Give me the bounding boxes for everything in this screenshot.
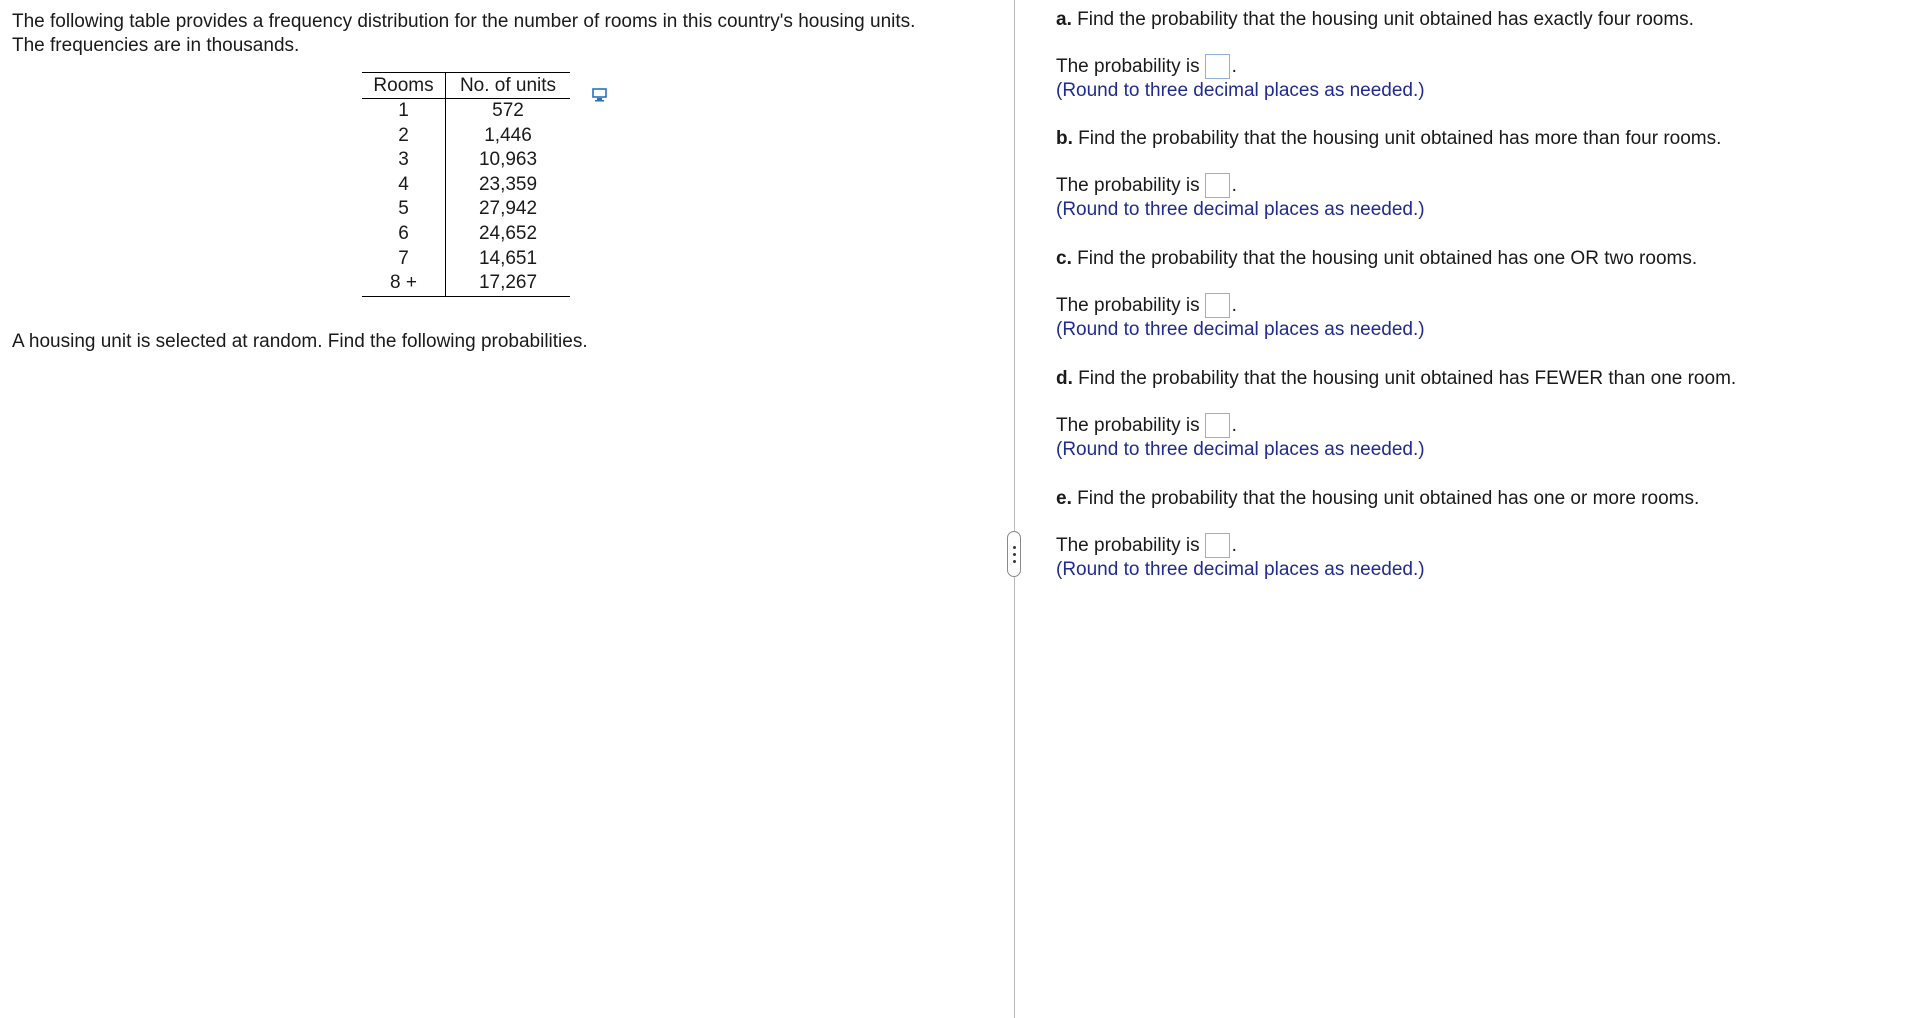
rounding-hint: (Round to three decimal places as needed.) (1056, 559, 1425, 580)
question-label: d. (1056, 368, 1073, 389)
cell-units: 10,963 (478, 149, 538, 171)
answer-input-b[interactable] (1205, 173, 1230, 198)
table-row (362, 271, 570, 296)
question-e (1056, 487, 1906, 582)
table-row (362, 222, 570, 247)
answer-input-e[interactable] (1205, 533, 1230, 558)
answer-line (1056, 173, 1906, 198)
question-a (1056, 8, 1906, 103)
table-row (362, 124, 570, 149)
question-label: e. (1056, 488, 1072, 509)
cell-rooms: 7 (362, 247, 446, 272)
answer-period: . (1231, 294, 1237, 316)
answer-period: . (1231, 55, 1237, 77)
rounding-hint: (Round to three decimal places as needed.) (1056, 439, 1425, 460)
left-pane (12, 10, 1002, 58)
answer-prefix: The probability is (1056, 294, 1200, 316)
question-prompt (1056, 367, 1906, 391)
question-label: a. (1056, 9, 1072, 30)
answer-prefix: The probability is (1056, 55, 1200, 77)
table-header-row (362, 73, 570, 99)
question-prompt (1056, 8, 1906, 32)
rounding-hint: (Round to three decimal places as needed.) (1056, 319, 1425, 340)
cell-units: 17,267 (446, 271, 571, 296)
pane-divider (1014, 0, 1015, 1018)
cell-rooms: 8 + (362, 271, 446, 296)
handle-dot (1013, 560, 1016, 563)
handle-dot (1013, 546, 1016, 549)
cell-rooms: 3 (362, 148, 446, 173)
question-c (1056, 247, 1906, 342)
intro-text (12, 10, 1002, 58)
table-row (362, 197, 570, 222)
copy-table-icon[interactable] (592, 88, 610, 102)
selection-instructions: A housing unit is selected at random. Find the following probabilities. (12, 331, 588, 352)
question-text: Find the probability that the housing unit obtained has one OR two rooms. (1077, 248, 1698, 269)
answer-input-d[interactable] (1205, 413, 1230, 438)
answer-period: . (1231, 534, 1237, 556)
cell-units: 27,942 (478, 198, 538, 220)
table-row (362, 173, 570, 198)
question-label: c. (1056, 248, 1072, 269)
rounding-hint: (Round to three decimal places as needed.) (1056, 80, 1425, 101)
handle-dot (1013, 553, 1016, 556)
header-units: No. of units (446, 73, 571, 99)
answer-line (1056, 293, 1906, 318)
cell-units: 572 (492, 100, 524, 121)
question-text: Find the probability that the housing unit obtained has more than four rooms. (1078, 128, 1722, 149)
question-text: Find the probability that the housing unit obtained has exactly four rooms. (1077, 9, 1694, 30)
cell-units: 1,446 (484, 124, 532, 146)
intro-line-1: The following table provides a frequency distribution for the number of rooms in this country's housing units. (12, 11, 916, 32)
rounding-hint: (Round to three decimal places as needed.) (1056, 199, 1425, 220)
question-label: b. (1056, 128, 1073, 149)
frequency-table-wrapper (362, 72, 570, 297)
answer-period: . (1231, 414, 1237, 436)
cell-units: 14,651 (478, 247, 538, 269)
question-prompt (1056, 247, 1906, 271)
question-prompt (1056, 127, 1906, 151)
answer-line (1056, 533, 1906, 558)
cell-rooms: 2 (362, 124, 446, 149)
answer-input-c[interactable] (1205, 293, 1230, 318)
table-row (362, 99, 570, 124)
answer-prefix: The probability is (1056, 174, 1200, 196)
question-b (1056, 127, 1906, 222)
answer-prefix: The probability is (1056, 414, 1200, 436)
answer-period: . (1231, 174, 1237, 196)
intro-line-2: The frequencies are in thousands. (12, 35, 300, 56)
question-text: Find the probability that the housing unit obtained has FEWER than one room. (1078, 368, 1737, 389)
question-prompt (1056, 487, 1906, 511)
table-row (362, 148, 570, 173)
cell-rooms: 6 (362, 222, 446, 247)
question-text: Find the probability that the housing unit obtained has one or more rooms. (1077, 488, 1700, 509)
table-row (362, 247, 570, 272)
question-d (1056, 367, 1906, 462)
answer-line (1056, 54, 1906, 79)
cell-rooms: 1 (362, 99, 446, 124)
answer-prefix: The probability is (1056, 534, 1200, 556)
cell-units: 23,359 (478, 173, 538, 195)
answer-line (1056, 413, 1906, 438)
answer-input-a[interactable] (1205, 54, 1230, 79)
cell-rooms: 5 (362, 197, 446, 222)
cell-rooms: 4 (362, 173, 446, 198)
pane-resize-handle-icon[interactable] (1007, 531, 1021, 577)
cell-units: 24,652 (478, 222, 538, 244)
frequency-table (362, 72, 570, 297)
header-rooms: Rooms (362, 73, 446, 99)
